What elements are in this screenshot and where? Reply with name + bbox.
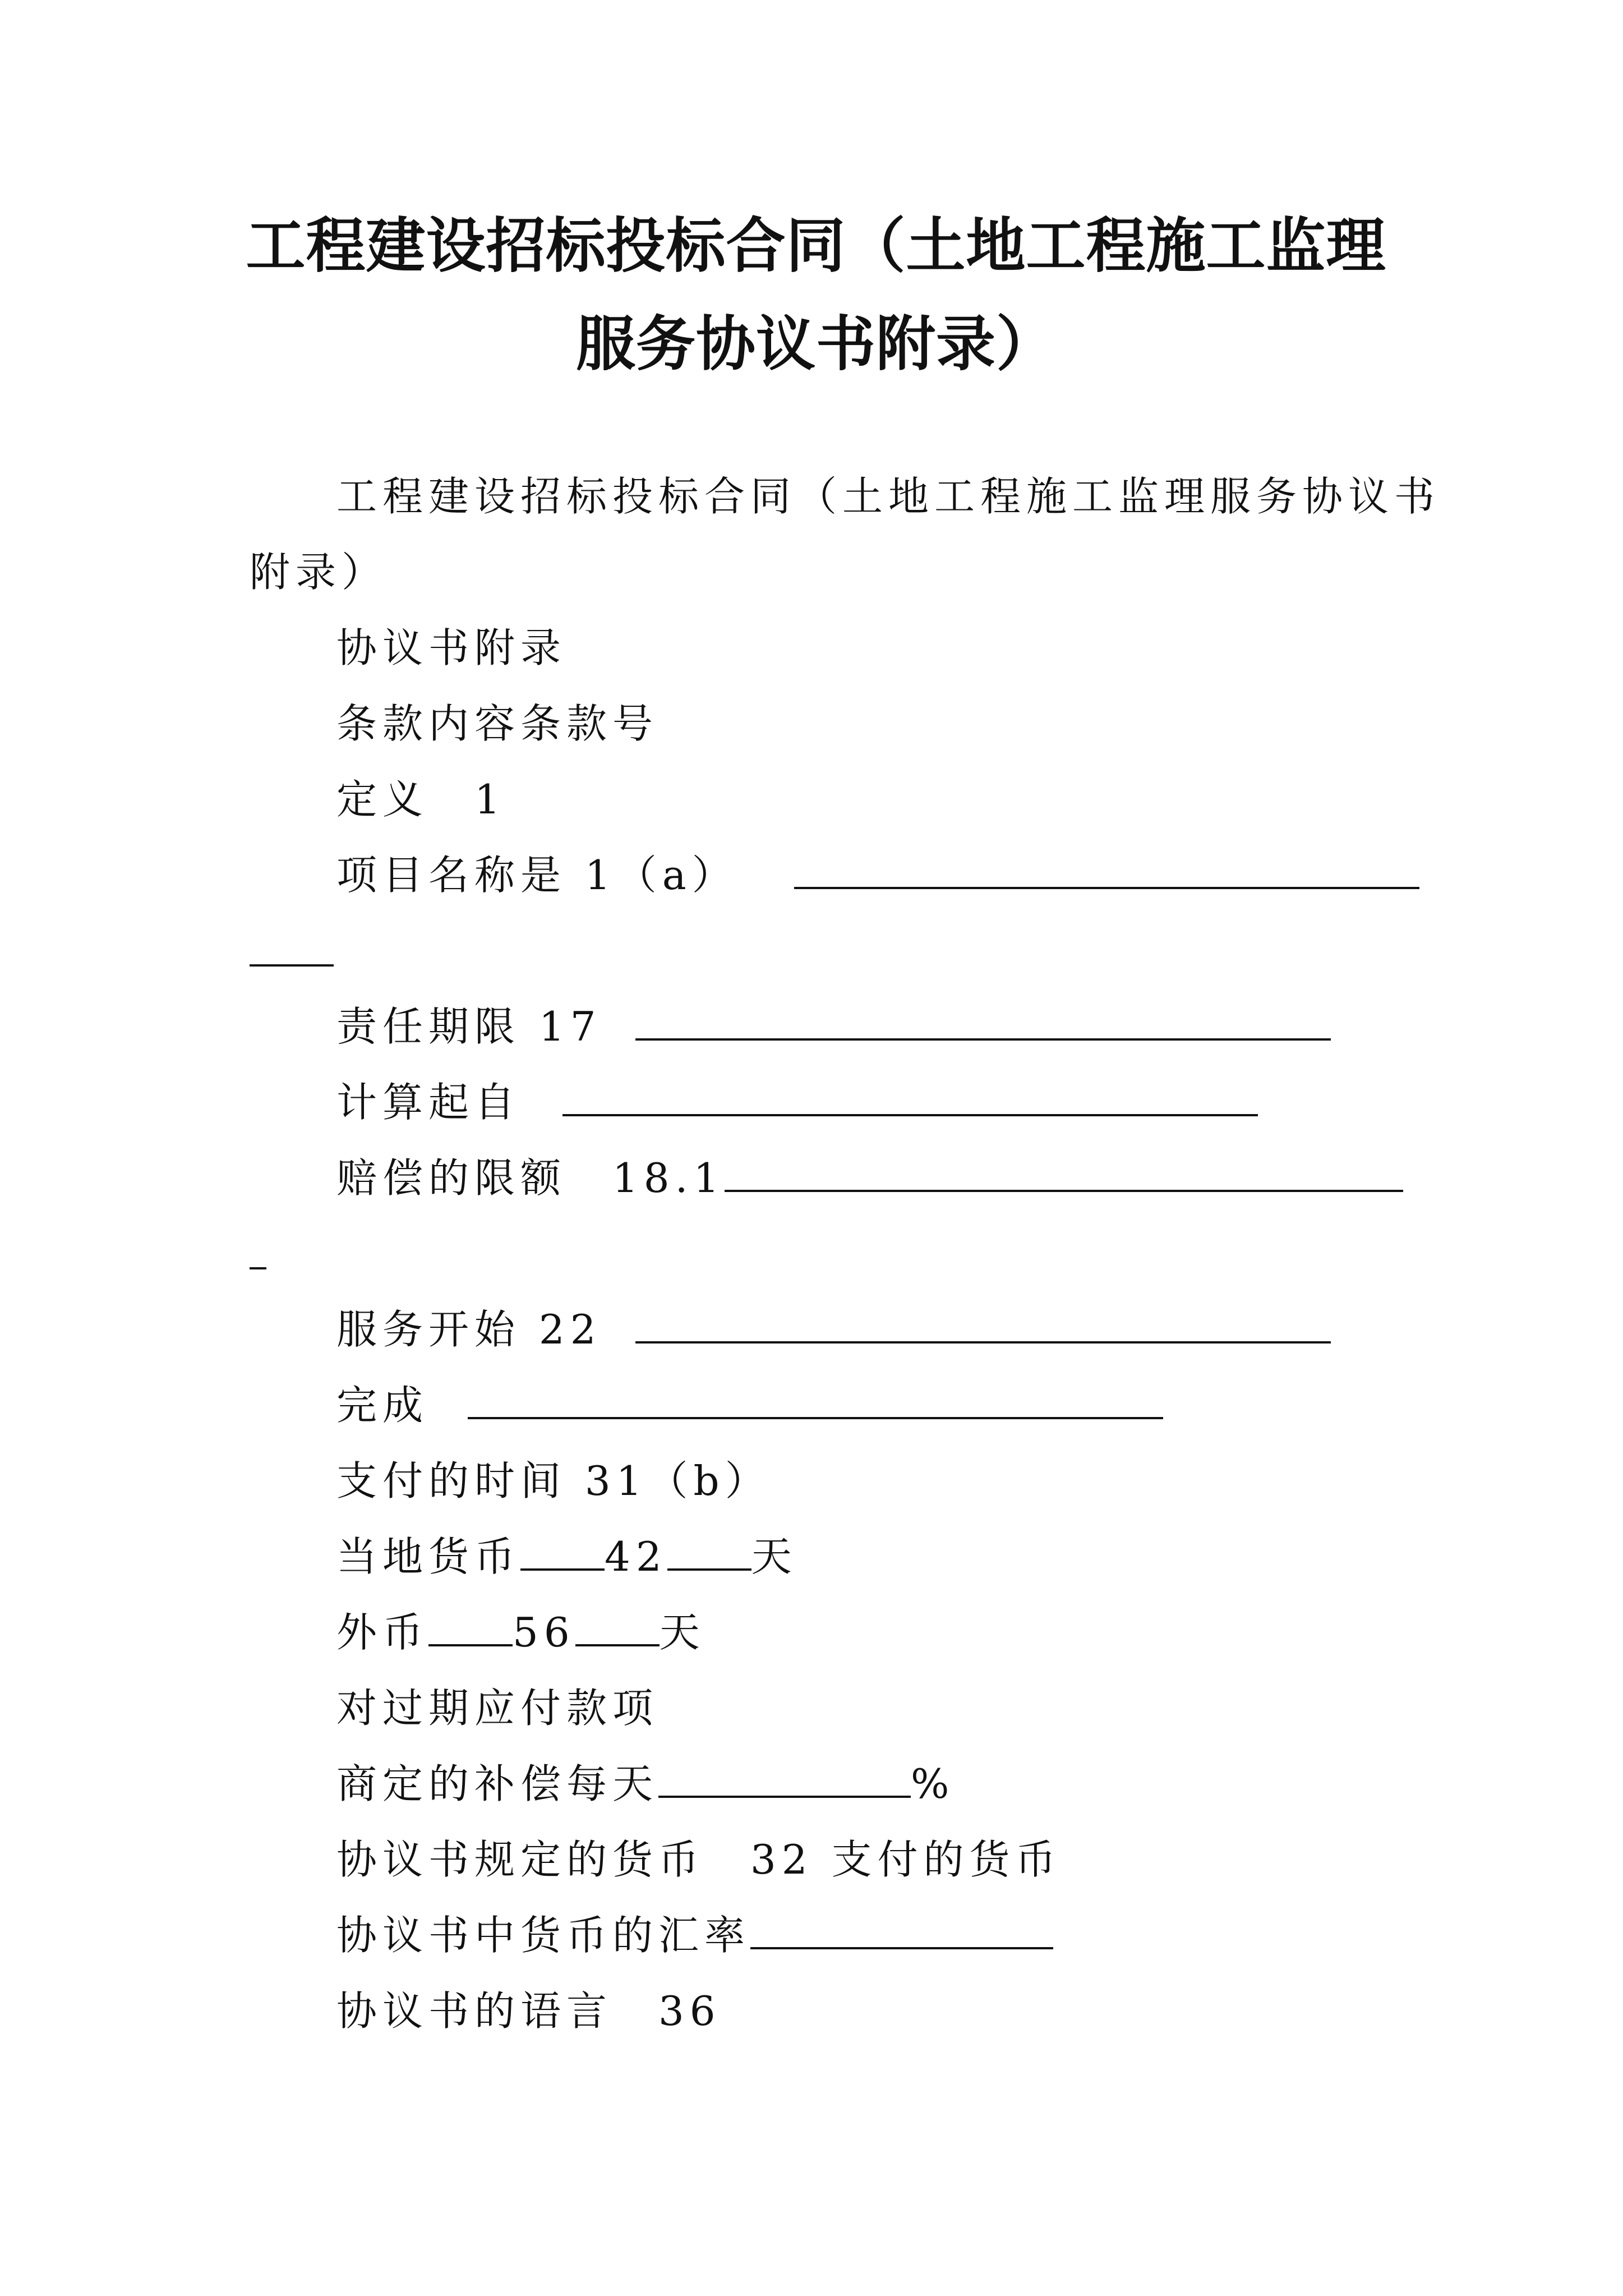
language-line: 协议书的语言 36 [336,1987,721,2035]
service-start-blank[interactable] [635,1304,1331,1343]
local-currency-days: 42 [605,1533,667,1580]
project-name-blank[interactable] [794,850,1419,889]
completion-line [336,1377,1163,1433]
local-currency-blank-left[interactable] [520,1531,605,1571]
foreign-currency-day-unit: 天 [659,1609,706,1656]
foreign-currency-line [336,1604,706,1660]
overdue-payments-line: 对过期应付款项 [336,1685,659,1732]
exchange-rate-blank[interactable] [750,1910,1053,1949]
currency-clause-line: 协议书规定的货币 32 支付的货币 [336,1836,1062,1883]
project-name-label: 项目名称是 1（a） [336,852,738,899]
agreed-compensation-line [336,1756,955,1812]
service-start-line [336,1301,1331,1358]
column-header: 条款内容条款号 [336,700,659,747]
appendix-heading: 协议书附录 [336,624,567,671]
foreign-currency-blank-right[interactable] [575,1607,660,1646]
service-start-label: 服务开始 22 [336,1306,602,1353]
foreign-currency-label: 外币 [336,1609,429,1656]
calculated-from-blank[interactable] [562,1077,1258,1116]
project-name-line [336,847,1419,903]
local-currency-blank-right[interactable] [667,1531,751,1571]
payment-time-line: 支付的时间 31（b） [336,1457,771,1504]
compensation-limit-blank-continued[interactable] [250,1265,266,1269]
exchange-rate-line [336,1907,1053,1963]
calculated-from-line [336,1074,1258,1130]
document-title: 工程建设招标投标合同（土地工程施工监理服务协议书附录） [246,210,1386,379]
calculated-from-label: 计算起自 [336,1079,521,1126]
definition-line: 定义 1 [336,776,506,823]
intro-line-2: 附录） [250,549,388,596]
foreign-currency-blank-left[interactable] [428,1607,513,1646]
liability-period-blank[interactable] [635,1001,1331,1041]
percent-sign: % [911,1760,955,1807]
local-currency-line [336,1529,797,1585]
compensation-limit-label: 赔偿的限额 18.1 [336,1154,725,1202]
compensation-limit-line [336,1150,1403,1206]
liability-period-line [336,999,1331,1055]
completion-blank[interactable] [468,1380,1163,1419]
agreed-compensation-label: 商定的补偿每天 [336,1760,659,1807]
project-name-blank-continued[interactable] [250,962,334,967]
local-currency-label: 当地货币 [336,1533,521,1580]
liability-period-label: 责任期限 17 [336,1003,602,1050]
completion-label: 完成 [336,1382,429,1429]
intro-line-1: 工程建设招标投标合同（土地工程施工监理服务协议书 [336,473,1441,520]
exchange-rate-label: 协议书中货币的汇率 [336,1912,751,1959]
compensation-limit-blank[interactable] [725,1153,1403,1192]
local-currency-day-unit: 天 [751,1533,797,1580]
agreed-compensation-blank[interactable] [658,1759,911,1798]
foreign-currency-days: 56 [513,1609,575,1656]
